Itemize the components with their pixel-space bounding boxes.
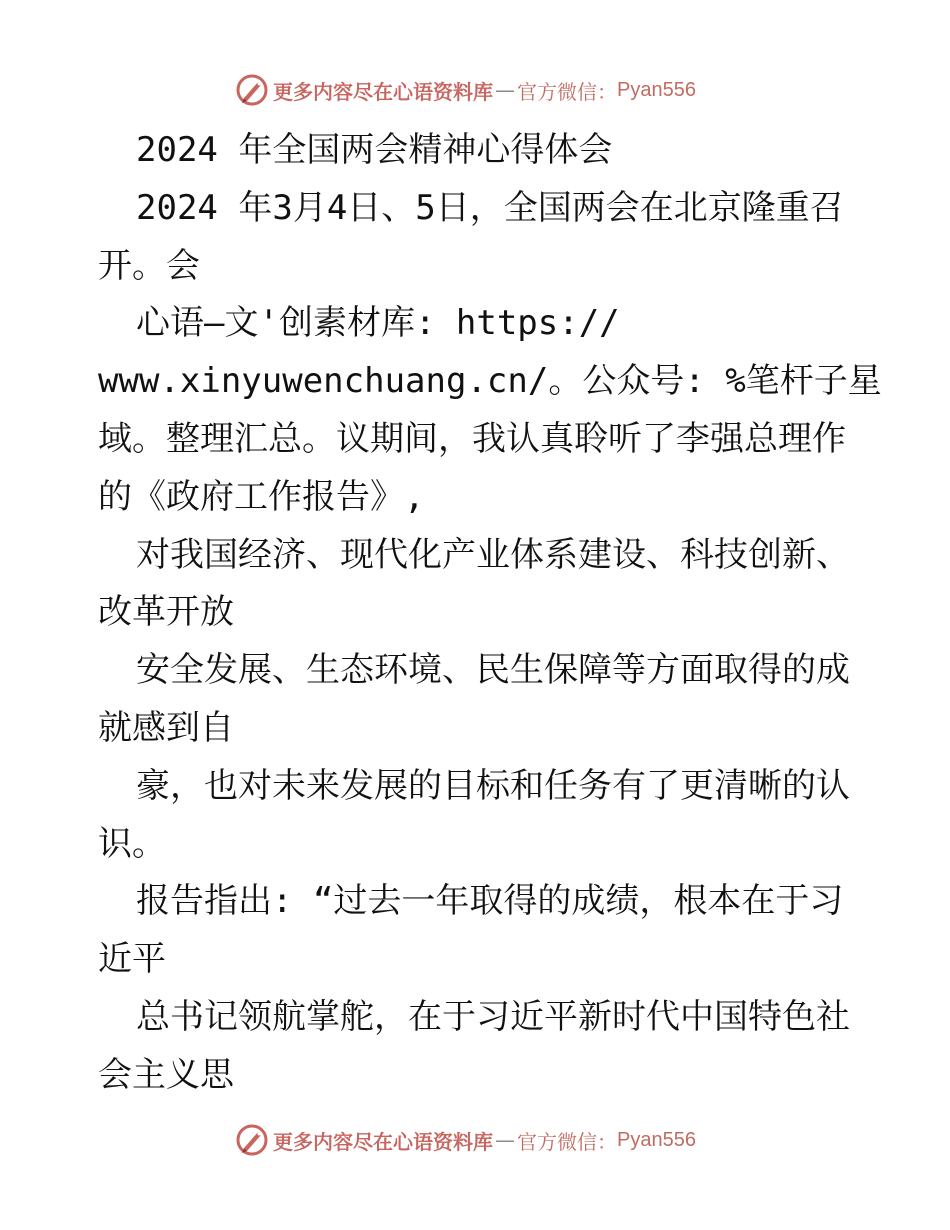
text-line: 总书记领航掌舵，在于习近平新时代中国特色社 [136,996,850,1037]
text-line: 2024 年3月4日、5日，全国两会在北京隆重召 [136,187,844,228]
text-line: 开。会 [98,245,200,286]
text-line: 会主义思 [98,1054,234,1095]
header-banner [235,72,715,108]
text-line: 豪，也对未来发展的目标和任务有了更清晰的认 [136,765,850,806]
banner-slogan: 更多内容尽在心语资料库 [273,1129,493,1154]
pen-logo-icon [235,73,269,107]
text-line: 的《政府工作报告》, [98,476,425,517]
text-line: 报告指出: “过去一年取得的成绩，根本在于习 [136,881,844,922]
banner-wechat-id: Pyan556 [617,78,696,101]
banner-wechat-label: 官方微信： [517,1129,617,1154]
banner-dash: — [495,1128,515,1152]
document-body [98,122,882,1105]
text-line: 近平 [98,939,166,980]
banner-dash: — [495,78,515,102]
text-line: 改革开放 [98,592,234,633]
banner-wechat-label: 官方微信： [517,79,617,104]
text-line: 域。整理汇总。议期间，我认真聆听了李强总理作 [98,418,846,459]
footer-banner [235,1122,715,1158]
document-title: 2024 年全国两会精神心得体会 [136,130,613,170]
banner-wechat-id: Pyan556 [617,1128,696,1151]
text-line: 就感到自 [98,707,234,748]
pen-logo-icon [235,1123,269,1157]
text-line: 安全发展、生态环境、民生保障等方面取得的成 [136,650,850,691]
text-line: www.xinyuwenchuang.cn/。公众号: %笔杆子星 [98,361,882,402]
banner-slogan: 更多内容尽在心语资料库 [273,79,493,104]
text-line: 对我国经济、现代化产业体系建设、科技创新、 [136,534,850,575]
text-line: 心语—文'创素材库: https:// [136,303,620,344]
text-line: 识。 [98,823,166,864]
